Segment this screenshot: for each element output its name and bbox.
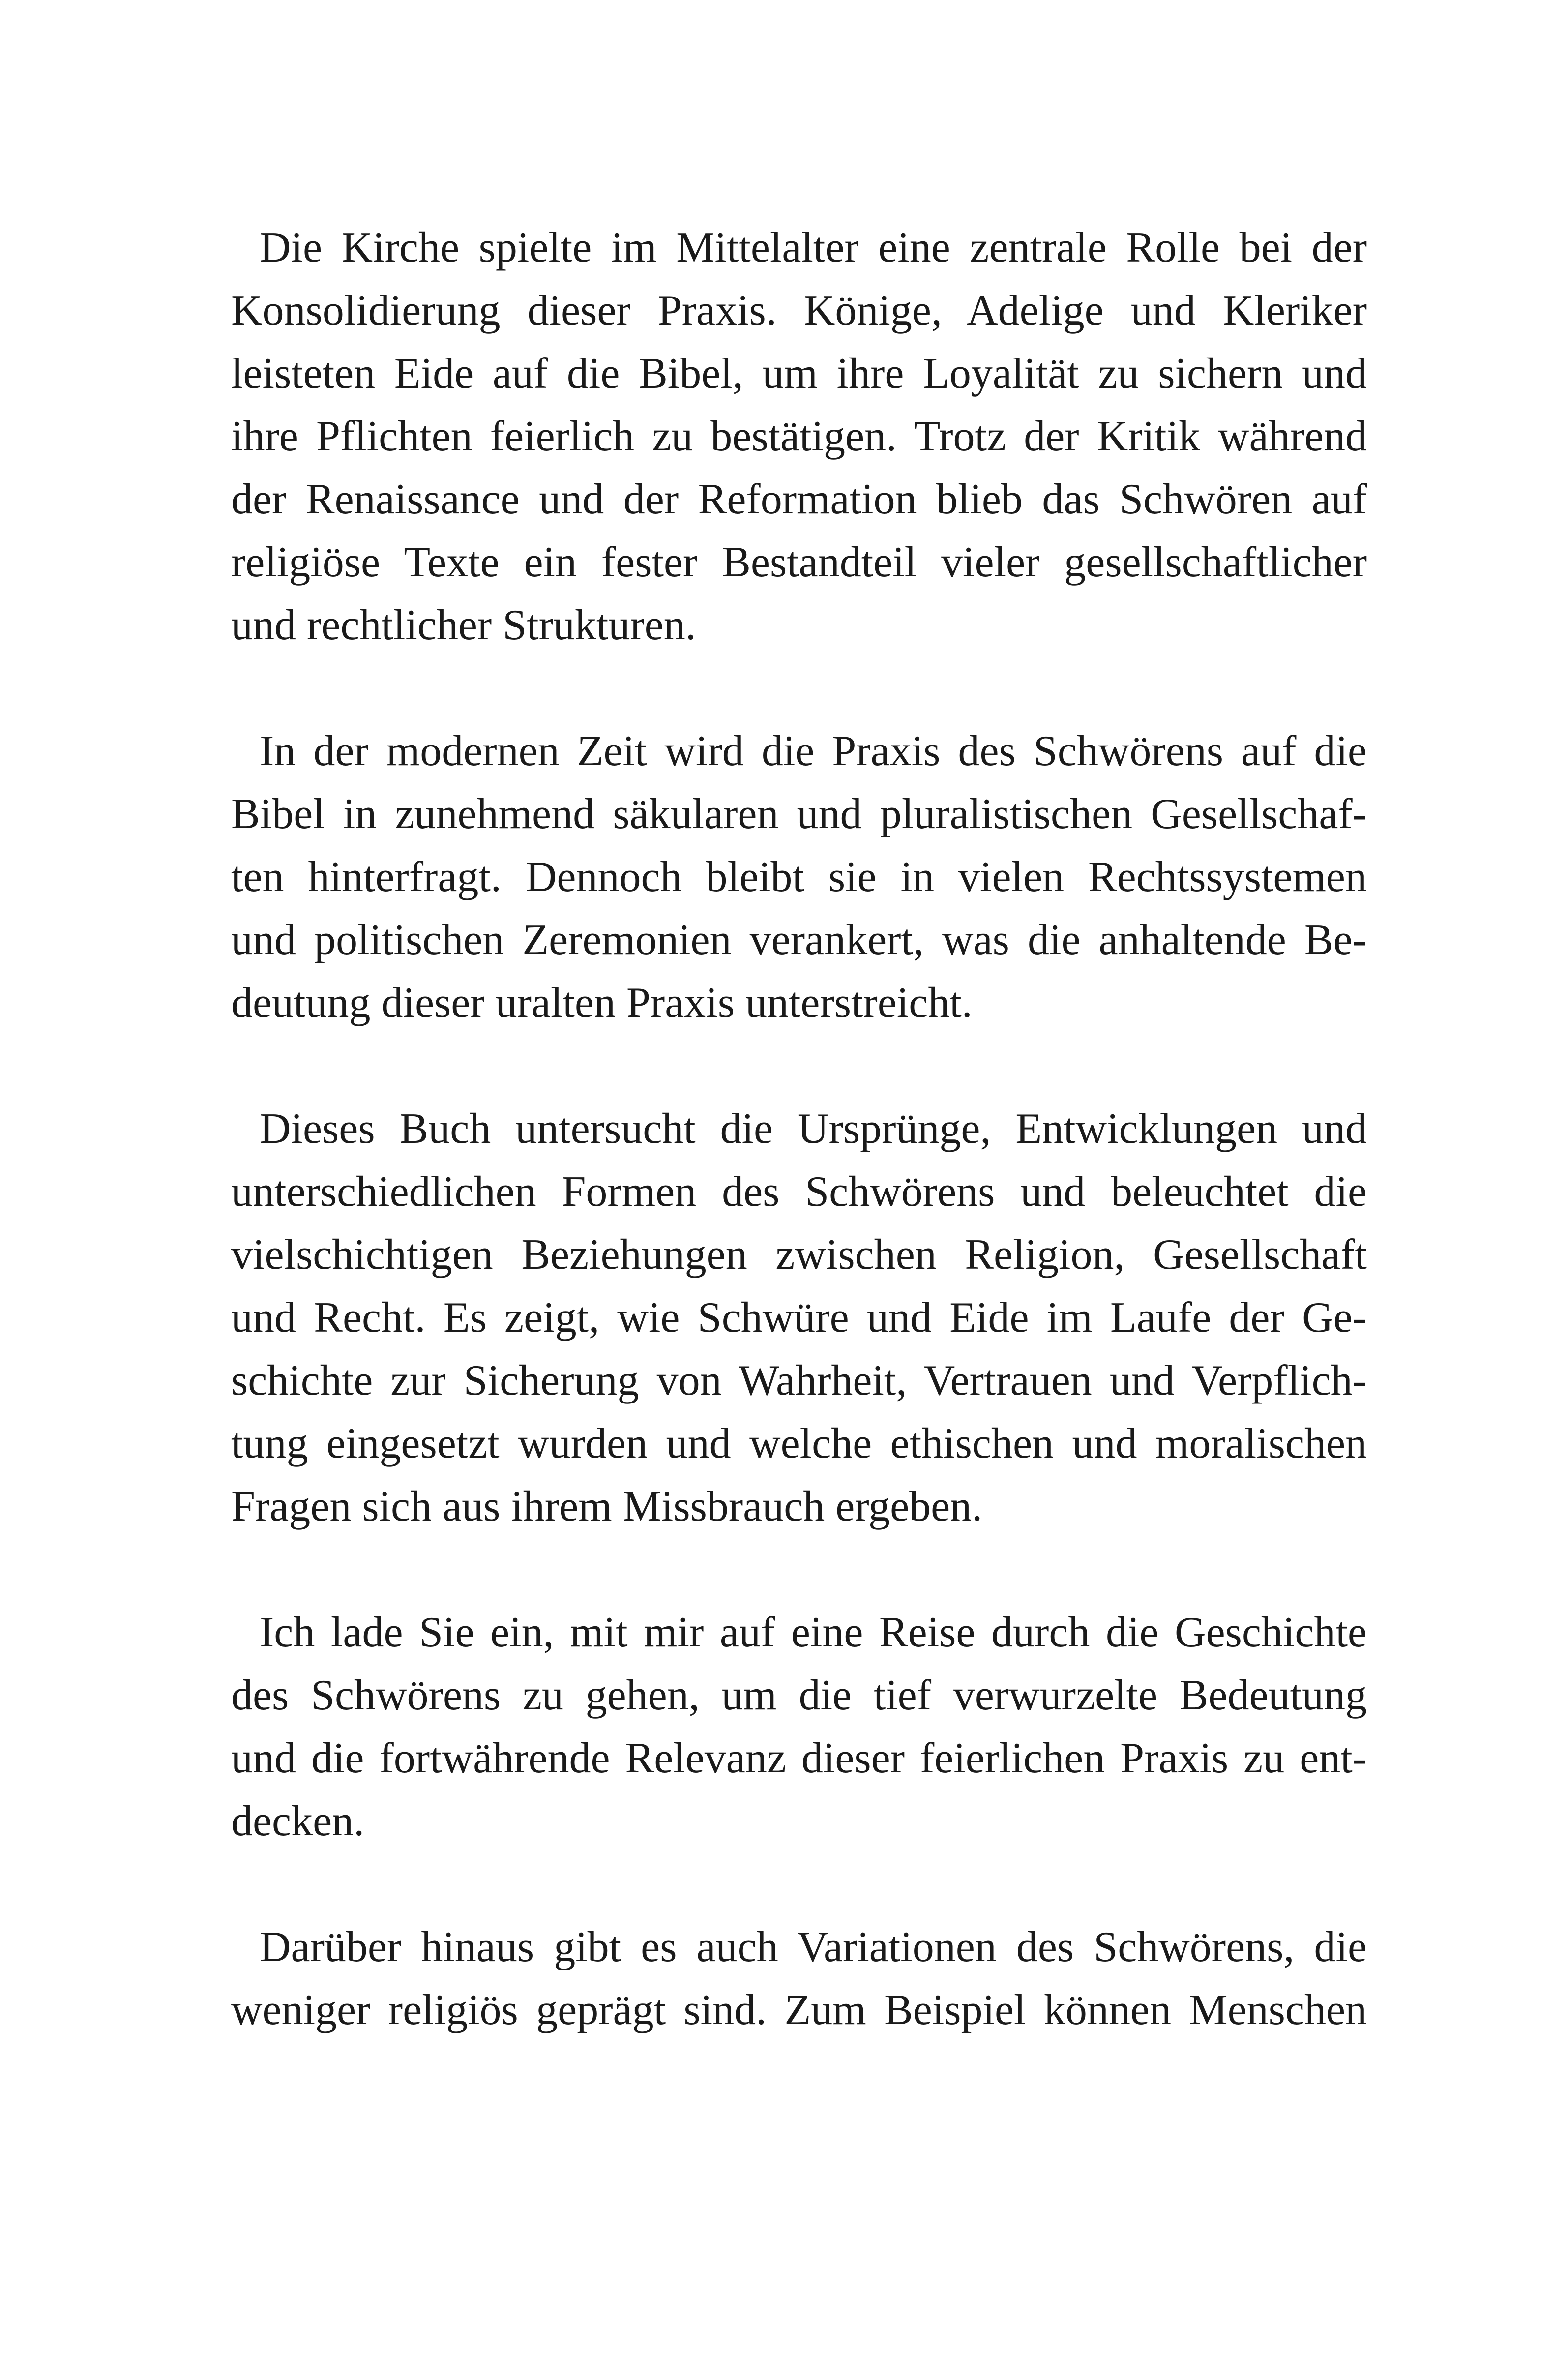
paragraph-line: unterschiedlichen Formen des Schwörens und beleuchtet die xyxy=(231,1168,1367,1216)
paragraph-line: Fragen sich aus ihrem Missbrauch ergeben. xyxy=(231,1483,983,1530)
paragraph-line: Bibel in zunehmend säkularen und pluralistischen Gesellschaf- xyxy=(231,790,1367,838)
paragraph-line: vielschichtigen Beziehungen zwischen Religion, Gesellschaft xyxy=(231,1231,1367,1279)
paragraph-line: Die Kirche spielte im Mittelalter eine zentrale Rolle bei der xyxy=(260,224,1367,271)
paragraph-line: leisteten Eide auf die Bibel, um ihre Loyalität zu sichern und xyxy=(231,350,1367,397)
paragraph-4 xyxy=(231,1601,1367,1853)
paragraph-line: Dieses Buch untersucht die Ursprünge, Entwicklungen und xyxy=(260,1105,1367,1153)
paragraph-1 xyxy=(231,216,1367,657)
paragraph-line: Ich lade Sie ein, mit mir auf eine Reise durch die Geschichte xyxy=(260,1609,1367,1656)
paragraph-line: des Schwörens zu gehen, um die tief verwurzelte Bedeutung xyxy=(231,1671,1367,1719)
paragraph-line: In der modernen Zeit wird die Praxis des Schwörens auf die xyxy=(260,727,1367,775)
paragraph-line: und Recht. Es zeigt, wie Schwüre und Eide im Laufe der Ge- xyxy=(231,1294,1367,1342)
paragraph-line: schichte zur Sicherung von Wahrheit, Vertrauen und Verpflich- xyxy=(231,1357,1367,1404)
paragraph-3 xyxy=(231,1098,1367,1538)
paragraph-2 xyxy=(231,720,1367,1035)
paragraph-line: und rechtlicher Strukturen. xyxy=(231,601,696,649)
paragraph-line: deutung dieser uralten Praxis unterstreicht. xyxy=(231,979,973,1027)
body-text xyxy=(231,216,1367,2105)
paragraph-line: weniger religiös geprägt sind. Zum Beispiel können Menschen xyxy=(231,1986,1367,2034)
paragraph-line: ihre Pflichten feierlich zu bestätigen. Trotz der Kritik während xyxy=(231,413,1367,460)
paragraph-line: decken. xyxy=(231,1797,365,1845)
paragraph-line: religiöse Texte ein fester Bestandteil vieler gesellschaftlicher xyxy=(231,538,1367,586)
paragraph-line: Konsolidierung dieser Praxis. Könige, Adelige und Kleriker xyxy=(231,287,1367,334)
paragraph-line: ten hinterfragt. Dennoch bleibt sie in vielen Rechtssystemen xyxy=(231,853,1367,901)
paragraph-line: tung eingesetzt wurden und welche ethischen und moralischen xyxy=(231,1420,1367,1467)
paragraph-line: der Renaissance und der Reformation blieb das Schwören auf xyxy=(231,476,1367,523)
paragraph-line: Darüber hinaus gibt es auch Variationen des Schwörens, die xyxy=(260,1923,1367,1971)
paragraph-line: und die fortwährende Relevanz dieser feierlichen Praxis zu ent- xyxy=(231,1734,1367,1782)
paragraph-line: und politischen Zeremonien verankert, was die anhaltende Be- xyxy=(231,916,1367,964)
paragraph-5 xyxy=(231,1916,1367,2042)
